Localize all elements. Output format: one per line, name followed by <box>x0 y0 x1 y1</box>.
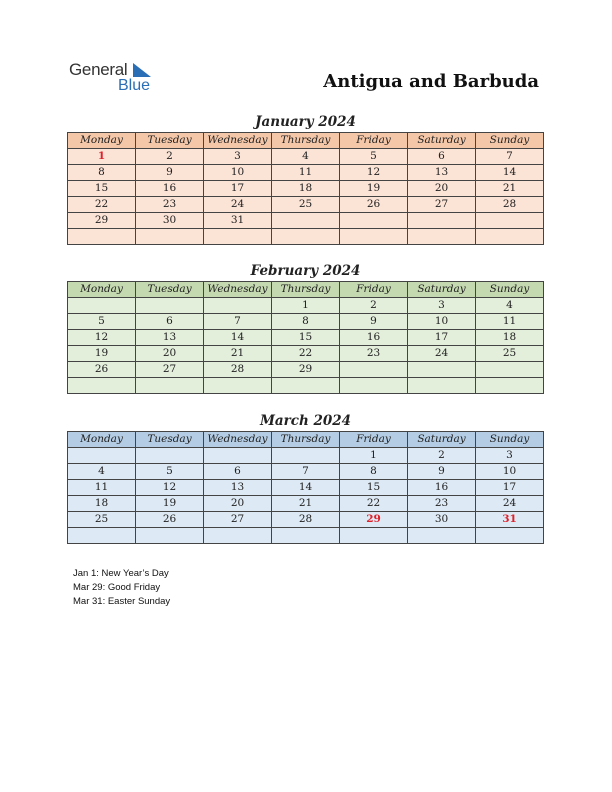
day-cell: 13 <box>204 480 272 496</box>
day-cell: 17 <box>204 181 272 197</box>
logo <box>69 60 169 100</box>
day-cell: 2 <box>408 448 476 464</box>
day-cell: 6 <box>136 314 204 330</box>
day-cell <box>68 528 136 544</box>
day-cell: 8 <box>68 165 136 181</box>
week-row <box>68 448 544 464</box>
day-cell: 20 <box>204 496 272 512</box>
calendar-body <box>68 298 544 394</box>
weekday-header-row <box>68 282 544 298</box>
day-cell: 21 <box>272 496 340 512</box>
day-cell: 15 <box>272 330 340 346</box>
day-cell: 13 <box>408 165 476 181</box>
day-cell: 18 <box>272 181 340 197</box>
week-row <box>68 346 544 362</box>
day-cell: 3 <box>204 149 272 165</box>
weekday-header: Monday <box>68 133 136 149</box>
weekday-header: Wednesday <box>204 133 272 149</box>
day-cell <box>68 229 136 245</box>
day-cell <box>408 213 476 229</box>
weekday-header: Saturday <box>408 133 476 149</box>
day-cell <box>136 298 204 314</box>
week-row <box>68 314 544 330</box>
day-cell: 23 <box>136 197 204 213</box>
calendar-body <box>68 149 544 245</box>
holiday-note: Mar 31: Easter Sunday <box>73 596 171 607</box>
day-cell: 14 <box>204 330 272 346</box>
day-cell <box>476 378 544 394</box>
weekday-header: Tuesday <box>136 432 204 448</box>
day-cell <box>476 229 544 245</box>
day-cell: 23 <box>340 346 408 362</box>
day-cell: 6 <box>204 464 272 480</box>
day-cell: 13 <box>136 330 204 346</box>
weekday-header: Tuesday <box>136 282 204 298</box>
day-cell <box>204 448 272 464</box>
weekday-header-row <box>68 432 544 448</box>
day-cell: 20 <box>408 181 476 197</box>
week-row <box>68 213 544 229</box>
day-cell: 7 <box>476 149 544 165</box>
day-cell: 26 <box>68 362 136 378</box>
day-cell: 7 <box>272 464 340 480</box>
day-cell: 17 <box>408 330 476 346</box>
day-cell <box>476 362 544 378</box>
calendar-table <box>67 431 544 544</box>
day-cell: 3 <box>476 448 544 464</box>
day-cell <box>204 378 272 394</box>
day-cell: 4 <box>68 464 136 480</box>
day-cell: 21 <box>204 346 272 362</box>
month-january <box>67 112 544 245</box>
day-cell <box>340 378 408 394</box>
calendar-table <box>67 132 544 245</box>
day-cell: 9 <box>136 165 204 181</box>
week-row <box>68 298 544 314</box>
logo-general-text: General <box>69 60 128 79</box>
day-cell <box>68 298 136 314</box>
month-title: January 2024 <box>255 114 356 130</box>
day-cell: 18 <box>68 496 136 512</box>
holiday-note: Jan 1: New Year’s Day <box>73 568 169 579</box>
week-row <box>68 480 544 496</box>
weekday-header: Thursday <box>272 282 340 298</box>
day-cell: 24 <box>476 496 544 512</box>
week-row <box>68 512 544 528</box>
day-cell: 26 <box>136 512 204 528</box>
day-cell <box>68 448 136 464</box>
day-cell: 11 <box>272 165 340 181</box>
day-cell <box>204 229 272 245</box>
day-cell: 5 <box>340 149 408 165</box>
day-cell <box>408 528 476 544</box>
day-cell: 1 <box>340 448 408 464</box>
weekday-header: Friday <box>340 282 408 298</box>
weekday-header: Thursday <box>272 133 340 149</box>
weekday-header: Wednesday <box>204 282 272 298</box>
day-cell: 22 <box>68 197 136 213</box>
day-cell: 2 <box>136 149 204 165</box>
day-cell: 2 <box>340 298 408 314</box>
day-cell <box>340 229 408 245</box>
calendar-body <box>68 448 544 544</box>
day-cell: 16 <box>408 480 476 496</box>
day-cell: 27 <box>408 197 476 213</box>
day-cell: 29 <box>340 512 408 528</box>
day-cell: 11 <box>68 480 136 496</box>
day-cell <box>476 528 544 544</box>
day-cell <box>272 213 340 229</box>
day-cell: 3 <box>408 298 476 314</box>
day-cell: 1 <box>272 298 340 314</box>
month-title: February 2024 <box>250 263 361 279</box>
day-cell: 24 <box>204 197 272 213</box>
logo-triangle-icon <box>133 63 151 77</box>
day-cell: 14 <box>476 165 544 181</box>
weekday-header: Tuesday <box>136 133 204 149</box>
day-cell: 22 <box>340 496 408 512</box>
day-cell: 9 <box>340 314 408 330</box>
day-cell: 31 <box>476 512 544 528</box>
week-row <box>68 181 544 197</box>
day-cell: 9 <box>408 464 476 480</box>
day-cell: 10 <box>476 464 544 480</box>
day-cell: 5 <box>136 464 204 480</box>
weekday-header: Monday <box>68 282 136 298</box>
day-cell: 7 <box>204 314 272 330</box>
day-cell <box>272 229 340 245</box>
day-cell: 1 <box>68 149 136 165</box>
day-cell: 16 <box>136 181 204 197</box>
day-cell: 30 <box>136 213 204 229</box>
day-cell: 26 <box>340 197 408 213</box>
day-cell <box>408 229 476 245</box>
day-cell: 15 <box>68 181 136 197</box>
day-cell: 19 <box>340 181 408 197</box>
day-cell: 21 <box>476 181 544 197</box>
day-cell <box>408 362 476 378</box>
day-cell <box>340 528 408 544</box>
day-cell: 4 <box>272 149 340 165</box>
day-cell: 19 <box>68 346 136 362</box>
weekday-header: Saturday <box>408 282 476 298</box>
day-cell <box>136 229 204 245</box>
weekday-header: Sunday <box>476 282 544 298</box>
day-cell: 10 <box>204 165 272 181</box>
day-cell <box>204 528 272 544</box>
day-cell: 11 <box>476 314 544 330</box>
day-cell <box>136 448 204 464</box>
weekday-header: Friday <box>340 133 408 149</box>
weekday-header: Saturday <box>408 432 476 448</box>
week-row <box>68 464 544 480</box>
day-cell <box>204 298 272 314</box>
weekday-header-row <box>68 133 544 149</box>
day-cell: 8 <box>340 464 408 480</box>
day-cell: 12 <box>136 480 204 496</box>
week-row <box>68 149 544 165</box>
week-row <box>68 362 544 378</box>
day-cell: 24 <box>408 346 476 362</box>
day-cell <box>272 378 340 394</box>
day-cell: 25 <box>476 346 544 362</box>
day-cell: 8 <box>272 314 340 330</box>
day-cell <box>272 528 340 544</box>
day-cell: 16 <box>340 330 408 346</box>
holiday-note: Mar 29: Good Friday <box>73 582 161 593</box>
day-cell: 27 <box>136 362 204 378</box>
day-cell: 12 <box>68 330 136 346</box>
day-cell: 5 <box>68 314 136 330</box>
day-cell: 22 <box>272 346 340 362</box>
day-cell <box>272 448 340 464</box>
day-cell: 29 <box>68 213 136 229</box>
weekday-header: Monday <box>68 432 136 448</box>
day-cell: 19 <box>136 496 204 512</box>
day-cell <box>68 378 136 394</box>
day-cell: 28 <box>476 197 544 213</box>
day-cell: 6 <box>408 149 476 165</box>
week-row <box>68 165 544 181</box>
weekday-header: Wednesday <box>204 432 272 448</box>
day-cell: 4 <box>476 298 544 314</box>
day-cell: 28 <box>204 362 272 378</box>
month-title: March 2024 <box>259 413 352 429</box>
day-cell <box>408 378 476 394</box>
day-cell <box>476 213 544 229</box>
day-cell: 10 <box>408 314 476 330</box>
day-cell: 25 <box>68 512 136 528</box>
weekday-header: Thursday <box>272 432 340 448</box>
day-cell: 30 <box>408 512 476 528</box>
day-cell: 27 <box>204 512 272 528</box>
day-cell: 29 <box>272 362 340 378</box>
weekday-header: Sunday <box>476 432 544 448</box>
month-february <box>67 261 544 394</box>
week-row <box>68 197 544 213</box>
weekday-header: Sunday <box>476 133 544 149</box>
month-march <box>67 411 544 544</box>
day-cell: 17 <box>476 480 544 496</box>
day-cell: 23 <box>408 496 476 512</box>
day-cell: 20 <box>136 346 204 362</box>
day-cell <box>340 213 408 229</box>
logo-blue-text: Blue <box>118 77 151 94</box>
day-cell: 18 <box>476 330 544 346</box>
day-cell: 15 <box>340 480 408 496</box>
day-cell: 25 <box>272 197 340 213</box>
holiday-notes <box>73 567 170 609</box>
week-row <box>68 496 544 512</box>
week-row <box>68 528 544 544</box>
calendar-table <box>67 281 544 394</box>
week-row <box>68 229 544 245</box>
day-cell <box>340 362 408 378</box>
day-cell: 14 <box>272 480 340 496</box>
day-cell: 31 <box>204 213 272 229</box>
week-row <box>68 378 544 394</box>
day-cell <box>136 528 204 544</box>
country-title: Antigua and Barbuda <box>323 71 539 92</box>
day-cell <box>136 378 204 394</box>
weekday-header: Friday <box>340 432 408 448</box>
day-cell: 12 <box>340 165 408 181</box>
week-row <box>68 330 544 346</box>
day-cell: 28 <box>272 512 340 528</box>
